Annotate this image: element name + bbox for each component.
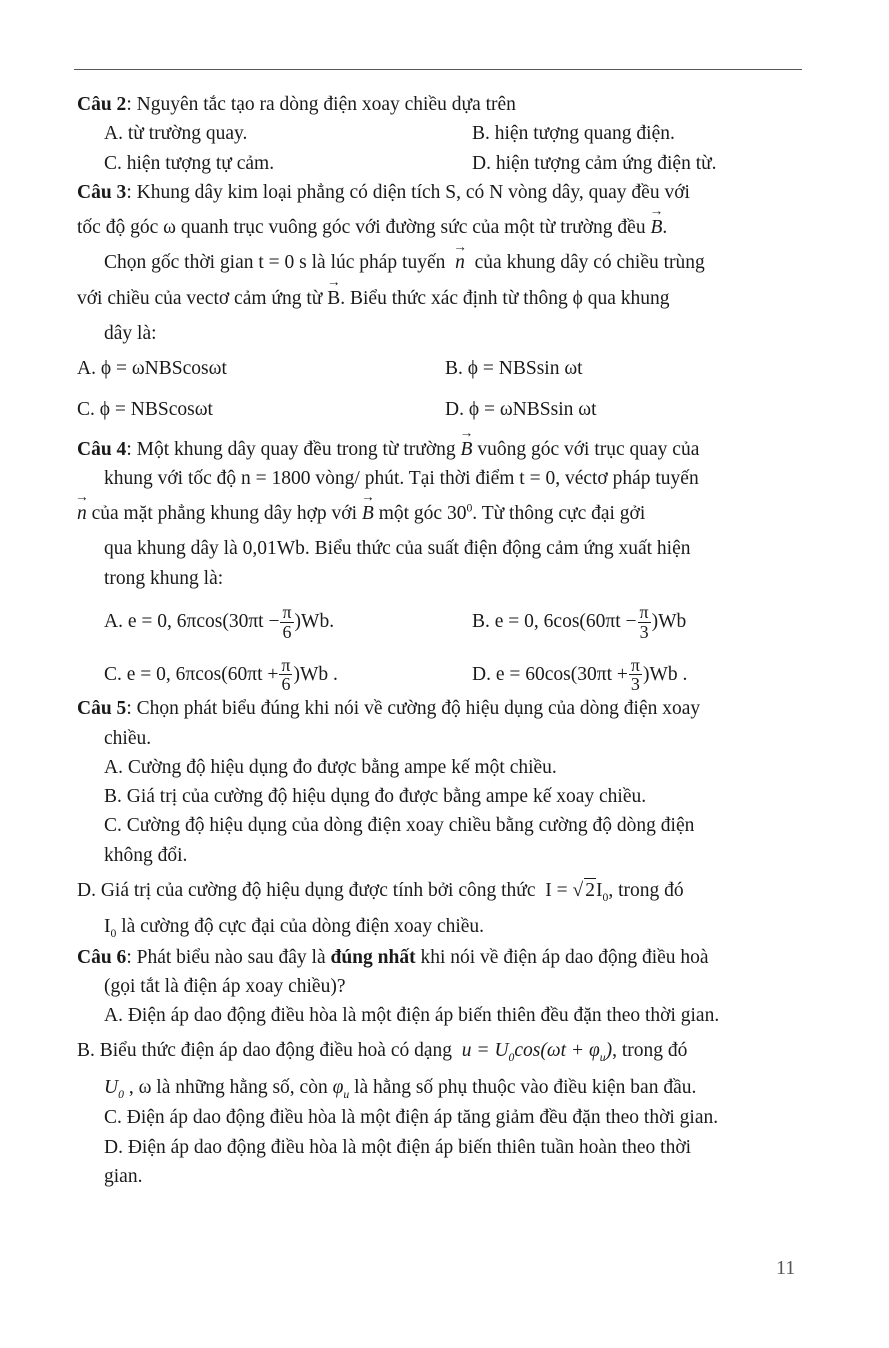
question-6-option-d-line-2: gian.	[104, 1165, 143, 1187]
question-5-number: Câu 5	[77, 698, 127, 720]
rms-formula-lhs: I =	[545, 879, 568, 901]
question-4-option-c	[104, 656, 472, 695]
question-6	[77, 943, 801, 1191]
phi-u-symbol	[332, 1076, 350, 1101]
voltage-formula	[461, 1040, 613, 1065]
i0-sub: 0	[110, 927, 117, 941]
vector-n-symbol-2: → n	[77, 499, 87, 528]
question-3-option-a: A. ϕ = ωNBScosωt	[77, 358, 227, 379]
question-6-text-1b: khi nói về điện áp dao động điều hoà	[420, 946, 709, 968]
question-3-text-4: với chiều của vectơ cảm ứng từ	[77, 287, 323, 309]
vector-b-symbol: → B	[650, 213, 662, 242]
question-5	[77, 694, 801, 942]
sqrt-symbol: 2	[585, 879, 595, 901]
question-6-option-a: A. Điện áp dao động điều hòa là một điện áp biến thiên đều đặn theo thời gian.	[104, 1005, 720, 1027]
option-d-formula-post: )Wb .	[642, 663, 688, 685]
phi-sub: u	[343, 1087, 350, 1101]
question-3-number: Câu 3	[77, 181, 127, 203]
question-6-option-b-text-3: là hằng số phụ thuộc vào điều kiện ban đầu.	[354, 1076, 697, 1098]
question-3-stem-line-4	[77, 278, 801, 319]
option-a-formula-post: )Wb.	[294, 610, 335, 632]
voltage-formula-sub-0: 0	[508, 1051, 515, 1065]
question-4-stem-line-4: qua khung dây là 0,01Wb. Biểu thức của suất điện động cảm ứng xuất hiện	[104, 538, 691, 560]
question-2-option-a: A. từ trường quay.	[104, 123, 248, 145]
voltage-formula-sub-u: u	[599, 1051, 606, 1065]
fraction-numerator: π	[639, 601, 649, 622]
question-3-text-4b: . Biểu thức xác định từ thông ϕ qua khung	[340, 287, 670, 309]
fraction-numerator: π	[282, 601, 292, 622]
option-c-formula-pre: C. e = 0, 6πcos(60πt +	[104, 663, 279, 685]
rms-formula-i: I	[595, 879, 603, 901]
question-4-options-row-1	[77, 603, 801, 642]
vector-b-symbol-3: → B	[461, 435, 473, 464]
question-4-option-d	[472, 656, 801, 695]
pi-over-6-fraction	[280, 603, 293, 642]
question-3-text-2: tốc độ góc ω quanh trục vuông góc với đường sức của một từ trường đều	[77, 217, 646, 238]
question-6-option-b-text-b: , trong đó	[612, 1040, 688, 1062]
fraction-denominator: 3	[630, 674, 640, 695]
question-3-text-3: Chọn gốc thời gian t = 0 s là lúc pháp tuyến	[104, 252, 446, 274]
question-6-option-c: C. Điện áp dao động điều hòa là một điện áp tăng giảm đều đặn theo thời gian.	[104, 1107, 719, 1129]
question-2-number: Câu 2	[77, 94, 127, 115]
question-5-option-d-text-b: , trong đó	[608, 879, 684, 901]
question-3-options-row-2	[77, 389, 801, 430]
question-5-option-b: B. Giá trị của cường độ hiệu dụng đo được bằng ampe kế xoay chiều.	[104, 786, 647, 808]
question-3-option-c: C. ϕ = NBScosωt	[77, 399, 213, 421]
question-3	[77, 178, 801, 431]
degree-superscript: 0	[466, 501, 473, 515]
question-6-option-b-line-2	[77, 1073, 801, 1103]
question-4-text-3: của mặt phẳng khung dây hợp với	[91, 503, 358, 524]
u0-letter: U	[104, 1076, 119, 1098]
question-3-stem-line-1	[77, 178, 801, 207]
question-5-text-1: : Chọn phát biểu đúng khi nói về cường độ hiệu dụng của dòng điện xoay	[126, 698, 701, 720]
page-number: 11	[776, 1257, 796, 1279]
option-b-formula-post: )Wb	[651, 610, 687, 632]
option-a-formula-pre: A. e = 0, 6πcos(30πt −	[104, 610, 280, 632]
fraction-denominator: 6	[282, 621, 292, 642]
pi-over-3-fraction	[638, 603, 651, 642]
question-4-stem-line-3	[77, 493, 801, 534]
option-b-formula-pre: B. e = 0, 6cos(60πt −	[472, 610, 637, 632]
vector-b-symbol-2: → B	[327, 284, 340, 313]
question-3-text-2b: .	[662, 217, 668, 238]
pi-over-3-fraction	[629, 656, 642, 695]
question-6-option-d-line-1: D. Điện áp dao động điều hòa là một điện áp biến thiên tuần hoàn theo thời	[104, 1136, 692, 1158]
question-6-stem-line-2: (gọi tắt là điện áp xoay chiều)?	[104, 975, 346, 997]
question-5-option-d-text: D. Giá trị của cường độ hiệu dụng được tính bởi công thức	[77, 879, 536, 901]
fraction-numerator: π	[281, 654, 291, 675]
voltage-formula-part-2: cos(ωt + φ	[514, 1040, 600, 1062]
question-4-text-1b: vuông góc với trục quay của	[477, 438, 700, 460]
question-6-emphasis: đúng nhất	[330, 946, 416, 968]
pi-over-6-fraction	[279, 656, 292, 695]
question-3-option-d: D. ϕ = ωNBSsin ωt	[445, 399, 597, 421]
question-5-stem-line-1	[77, 694, 801, 723]
phi-letter: φ	[332, 1076, 344, 1098]
question-2-option-b: B. hiện tượng quang điện.	[472, 123, 675, 145]
question-3-text-1: : Khung dây kim loại phẳng có diện tích S, có N vòng dây, quay đều với	[126, 181, 690, 203]
question-3-option-b: B. ϕ = NBSsin ωt	[445, 358, 583, 379]
option-c-formula-post: )Wb .	[293, 663, 338, 685]
question-3-stem-line-2	[77, 207, 801, 248]
question-4-number: Câu 4	[77, 438, 127, 460]
question-6-number: Câu 6	[77, 946, 127, 968]
question-5-option-d-line-2	[77, 912, 801, 942]
fraction-denominator: 3	[639, 621, 649, 642]
question-2-options-row-2	[77, 149, 801, 178]
voltage-formula-part-1: u = U	[461, 1040, 509, 1062]
vector-b-symbol-4: → B	[362, 499, 374, 528]
question-4-text-1: : Một khung dây quay đều trong từ trường	[126, 438, 456, 460]
question-4-stem-line-5: trong khung là:	[104, 567, 224, 589]
question-3-stem-line-3	[77, 248, 801, 277]
i0-symbol	[104, 916, 117, 941]
question-2-option-c: C. hiện tượng tự cảm.	[104, 152, 275, 174]
question-4	[77, 435, 801, 695]
u0-symbol	[104, 1076, 124, 1101]
vector-n-symbol: → n	[455, 248, 465, 277]
question-6-option-b-text: B. Biểu thức điện áp dao động điều hoà có dạng	[77, 1040, 453, 1062]
question-4-option-a	[104, 603, 472, 642]
question-4-text-3b: một góc 30	[378, 503, 467, 524]
question-2	[77, 90, 801, 178]
question-3-text-3b: của khung dây có chiều trùng	[474, 252, 705, 274]
rms-formula-sub: 0	[602, 890, 609, 904]
u0-sub: 0	[118, 1087, 124, 1101]
question-4-option-b	[472, 603, 801, 642]
option-d-formula-pre: D. e = 60cos(30πt +	[472, 663, 628, 685]
question-6-text-1: : Phát biểu nào sau đây là	[126, 946, 326, 968]
fraction-denominator: 6	[281, 674, 291, 695]
question-6-stem-line-1	[77, 943, 801, 972]
question-4-stem-line-2: khung với tốc độ n = 1800 vòng/ phút. Tại thời điểm t = 0, véctơ pháp tuyến	[104, 467, 699, 489]
question-4-stem-line-1	[77, 435, 801, 464]
question-2-stem	[77, 90, 801, 119]
question-6-option-b-text-2: , ω là những hằng số, còn	[128, 1076, 328, 1098]
question-4-options-row-2	[77, 656, 801, 695]
question-5-option-c-line-2: không đổi.	[104, 844, 188, 866]
question-5-option-a: A. Cường độ hiệu dụng đo được bằng ampe kế một chiều.	[104, 756, 557, 778]
question-2-option-d: D. hiện tượng cảm ứng điện từ.	[472, 152, 717, 174]
rms-formula: I = √ $2I_0$	[545, 879, 609, 904]
question-2-stem-text: : Nguyên tắc tạo ra dòng điện xoay chiều dựa trên	[126, 94, 516, 115]
question-3-stem-line-5: dây là:	[104, 322, 157, 344]
question-5-option-c-line-1: C. Cường độ hiệu dụng của dòng điện xoay chiều bằng cường độ dòng điện	[104, 815, 695, 837]
question-5-option-d-line-1	[77, 870, 801, 912]
question-5-stem-line-2: chiều.	[104, 727, 152, 749]
header-rule	[74, 69, 802, 70]
question-6-option-b-line-1	[77, 1030, 801, 1072]
voltage-formula-part-3: )	[605, 1040, 613, 1062]
question-4-text-3c: . Từ thông cực đại gởi	[472, 503, 646, 524]
fraction-numerator: π	[630, 654, 640, 675]
question-3-options-row-1	[77, 348, 801, 389]
i0-letter: I	[104, 916, 111, 938]
page-content	[77, 90, 801, 1191]
question-2-options-row-1	[77, 119, 801, 148]
question-5-option-d-text-2: là cường độ cực đại của dòng điện xoay chiều.	[121, 916, 485, 938]
